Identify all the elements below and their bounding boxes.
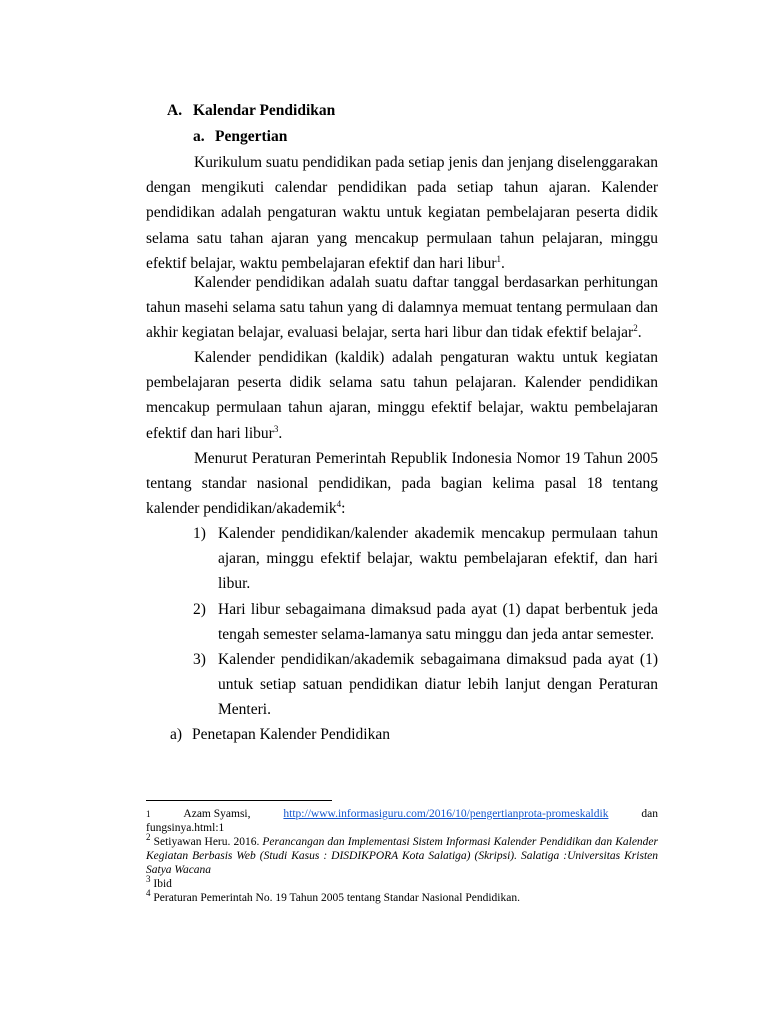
subsection-heading (193, 128, 287, 146)
footnote-1-after: dan (641, 808, 658, 820)
footnote-ref-2: 2 (633, 323, 638, 334)
paragraph-2-end: . (637, 324, 642, 342)
footnote-1-author: Azam Syamsi, (183, 808, 251, 820)
paragraph-4 (146, 446, 658, 522)
list-item (193, 647, 658, 723)
list-item-text: Kalender pendidikan/kalender akademik mencakup permulaan tahun ajaran, minggu efektif belajar, waktu pembelajaran efektif, dan hari libur. (218, 525, 658, 593)
footnote-1-continuation: fungsinya.html:1 (146, 822, 225, 834)
footnote-3 (146, 874, 658, 891)
paragraph-3 (146, 345, 658, 446)
paragraph-3-text: Kalender pendidikan (kaldik) adalah pengaturan waktu untuk kegiatan pembelajaran peserta didik selama satu tahun pelajaran. Kalender pendidikan mencakup permulaan tahun ajaran, minggu efektif belajar, waktu pembelajaran efektif dan hari libur (146, 349, 658, 442)
footnote-ref-4: 4 (336, 499, 342, 510)
footnote-divider (146, 800, 332, 801)
footnote-1-mark: 1 (146, 809, 151, 819)
section-title: Kalendar Pendidikan (193, 102, 336, 119)
list-item (193, 597, 658, 647)
subsection-a-title: Penetapan Kalender Pendidikan (192, 726, 390, 743)
footnote-1-link[interactable]: http://www.informasiguru.com/2016/10/pengertianprota-promeskaldik (283, 808, 609, 820)
footnote-2 (146, 832, 658, 877)
list-item-text: Hari libur sebagaimana dimaksud pada ayat (1) dapat berbentuk jeda tengah semester selama-lamanya satu minggu dan jeda antar semester. (218, 600, 658, 643)
footnote-2-mark: 2 (146, 832, 151, 843)
list-item-text: Kalender pendidikan/akademik sebagaimana dimaksud pada ayat (1) untuk setiap satuan pendidikan diatur lebih lanjut dengan Peraturan Menteri. (218, 651, 658, 719)
footnote-ref-3: 3 (273, 423, 279, 434)
paragraph-1-end: . (501, 254, 505, 272)
footnote-ref-1: 1 (496, 253, 502, 264)
footnote-4 (146, 888, 658, 905)
subsection-a-number: a) (170, 726, 183, 743)
section-number: A. (167, 102, 183, 119)
paragraph-4-end: : (341, 500, 346, 518)
numbered-list (193, 521, 658, 723)
list-item (193, 521, 658, 597)
paragraph-3-end: . (278, 424, 283, 442)
footnote-3-mark: 3 (146, 874, 151, 885)
subsection-title: Pengertian (215, 128, 288, 145)
footnote-1 (146, 807, 658, 821)
paragraph-1-text: Kurikulum suatu pendidikan pada setiap jenis dan jenjang diselenggarakan dengan mengikuti calendar pendidikan pada setiap tahun ajaran. Kalender pendidikan adalah pengaturan waktu untuk kegiatan pembelajaran peserta didik selama satu tahan ajaran yang mencakup permulaan tahun pelajaran, minggu efektif belajar, waktu pembelajaran efektif dan hari libur (146, 154, 659, 272)
list-item-number: 2) (193, 600, 206, 618)
paragraph-1 (146, 150, 658, 276)
paragraph-2 (146, 270, 658, 346)
footnote-4-mark: 4 (146, 888, 151, 899)
paragraph-4-text: Menurut Peraturan Pemerintah Republik Indonesia Nomor 19 Tahun 2005 tentang standar nasional pendidikan, pada bagian kelima pasal 18 tentang kalender pendidikan/akademik (146, 450, 658, 518)
list-item-number: 1) (193, 525, 206, 542)
subsection-number: a. (193, 128, 205, 145)
section-heading (167, 102, 335, 120)
footnote-3-text: Ibid (153, 878, 172, 890)
list-item-number: 3) (193, 651, 206, 669)
footnote-2-italic: Perancangan dan Implementasi Sistem Informasi Kalender Pendidikan dan Kalender Kegiatan Berbasis Web (Studi Kasus : DISDIKPORA Kota Salatiga) (Skripsi). Salatiga :Universitas Kristen Satya Wacana (146, 836, 658, 876)
subsection-a-heading (170, 722, 390, 747)
paragraph-2-text: Kalender pendidikan adalah suatu daftar tanggal berdasarkan perhitungan tahun masehi selama satu tahun yang di dalamnya memuat tentang permulaan dan akhir kegiatan belajar, evaluasi belajar, serta hari libur dan tidak efektif belajar (146, 274, 658, 342)
footnote-4-text: Peraturan Pemerintah No. 19 Tahun 2005 tentang Standar Nasional Pendidikan. (153, 892, 520, 904)
footnote-2-plain: Setiyawan Heru. 2016. (153, 836, 260, 848)
footnotes (146, 807, 658, 905)
